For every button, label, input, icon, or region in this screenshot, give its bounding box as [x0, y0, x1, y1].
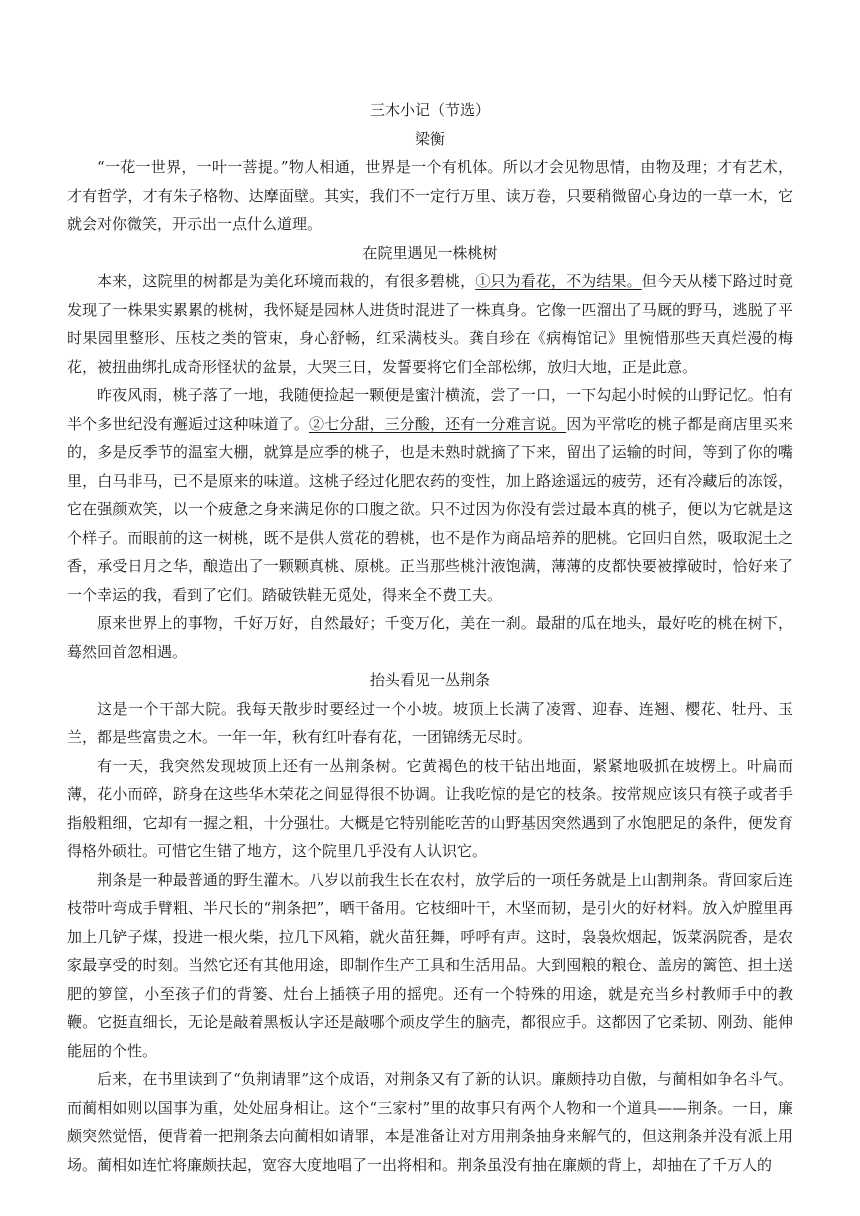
underlined-sentence-1: ①只为看花，不为结果。: [475, 272, 642, 290]
article-author: 梁衡: [414, 129, 445, 148]
article: [67, 96, 793, 1179]
paragraph: 荆条是一种最普通的野生灌木。八岁以前我生长在农村，放学后的一项任务就是上山割荆条。背回家后连枝带叶弯成手臂粗、半尺长的“荆条把”，晒干备用。它枝细叶干，木坚而韧，是引火的好材料。放入炉膛里再加上几铲子煤，投进一根火柴，拉几下风箱，就火苗狂舞，呼呼有声。这时，袅袅炊烟起，饭菜涡院香，是农家最享受的时刻。当然它还有其他用途，即制作生产工具和生活用品。大到囤粮的粮仓、盖房的篱笆、担土送肥的箩筐，小至孩子们的背篓、灶台上插筷子用的摇兜。还有一个特殊的用途，就是充当乡村教师手中的教鞭。它挺直细长，无论是敲着黑板认字还是敲哪个顽皮学生的脑壳，都很应手。这都因了它柔韧、刚劲、能伸能屈的个性。: [67, 870, 793, 1060]
paragraph: [67, 381, 793, 609]
text-run: 昨夜风雨，桃子落了一地，我随便捡起一颗便是蜜汁横流，尝了一口，一下勾起小时候的山野记忆。怕有半个多世纪没有邂逅过这种味道了。: [67, 386, 793, 433]
intro-paragraph: “一花一世界，一叶一菩提。”物人相通，世界是一个有机体。所以才会见物思情，由物及理；才有艺术，才有哲学，才有朱子格物、达摩面壁。其实，我们不一定行万里、读万卷，只要稍微留心身边的一草一木，它就会对你微笑，开示出一点什么道理。: [67, 158, 793, 233]
text-run: 但今天从楼下路过时竟发现了一株果实累累的桃树，我怀疑是园林人进货时混进了一株真身。它像一匹溜出了马厩的野马，逃脱了平时果园里整形、压枝之类的管束，身心舒畅，红采满枝头。龚自珍在《病梅馆记》里惋惜那些天真烂漫的梅花，被扭曲绑扎成奇形怪状的盆景，大哭三日，发誓要将它们全部松绑，放归大地，正是此意。: [67, 272, 793, 376]
paragraph: 后来，在书里读到了“负荆请罪”这个成语，对荆条又有了新的认识。廉颇持功自傲，与蔺相如争名斗气。而蔺相如则以国事为重，处处屈身相让。这个“三家村”里的故事只有两个人物和一个道具——荆条。一日，廉颇突然觉悟，便背着一把荆条去向蔺相如请罪，本是准备让对方用荆条抽身来解气的，但这荆条并没有派上用场。蔺相如连忙将廉颇扶起，宽容大度地唱了一出将相和。荆条虽没有抽在廉颇的背上，却抽在了千万人的: [67, 1070, 793, 1174]
text-run: 本来，这院里的树都是为美化环境而栽的，有很多碧桃，: [97, 272, 476, 290]
paragraph: 这是一个干部大院。我每天散步时要经过一个小坡。坡顶上长满了凌霄、迎春、连翘、樱花、牡丹、玉兰，都是些富贵之木。一年一年，秋有红叶春有花，一团锦绣无尽时。: [67, 699, 793, 746]
underlined-sentence-2: ②七分甜，三分酸，还有一分难言说。: [309, 414, 567, 433]
paragraph: [67, 267, 793, 381]
text-run: 因为平常吃的桃子都是商店里买来的，多是反季节的温室大棚，就算是应季的桃子，也是未熟时就摘了下来，留出了运输的时间，等到了你的嘴里，白马非马，已不是原来的味道。这桃子经过化肥农药的变性，加上路途遥远的疲劳，还有冷藏后的冻馁，它在强颜欢笑，以一个疲惫之身来满足你的口腹之欲。只不过因为你没有尝过最本真的桃子，便以为它就是这个样子。而眼前的这一树桃，既不是供人赏花的碧桃，也不是作为商品培养的肥桃。它回归自然，吸取泥土之香，承受日月之华，酿造出了一颗颗真桃、原桃。正当那些桃汁液饱满，薄薄的皮都快要被撑破时，恰好来了一个幸运的我，看到了它们。踏破铁鞋无觅处，得来全不费工夫。: [67, 414, 793, 604]
paragraph: 原来世界上的事物，千好万好，自然最好；千变万化，美在一刹。最甜的瓜在地头，最好吃的桃在树下，蓦然回首忽相遇。: [67, 614, 793, 661]
article-title: 三木小记（节选）: [369, 101, 490, 119]
paragraph: 有一天，我突然发现坡顶上还有一丛荆条树。它黄褐色的枝干钻出地面，紧紧地吸抓在坡楞上。叶扁而薄，花小而碎，跻身在这些华木荣花之间显得很不协调。让我吃惊的是它的枝条。按常规应该只有筷子或者手指般粗细，它却有一握之粗，十分强壮。大概是它特别能吃苦的山野基因突然遇到了水饱肥足的条件，便发育得格外硕壮。可惜它生错了地方，这个院里几乎没有人认识它。: [67, 756, 793, 860]
section-heading-vitex: 抬头看见一丛荆条: [369, 671, 490, 689]
section-heading-peach-tree: 在院里遇见一株桃树: [362, 243, 498, 262]
